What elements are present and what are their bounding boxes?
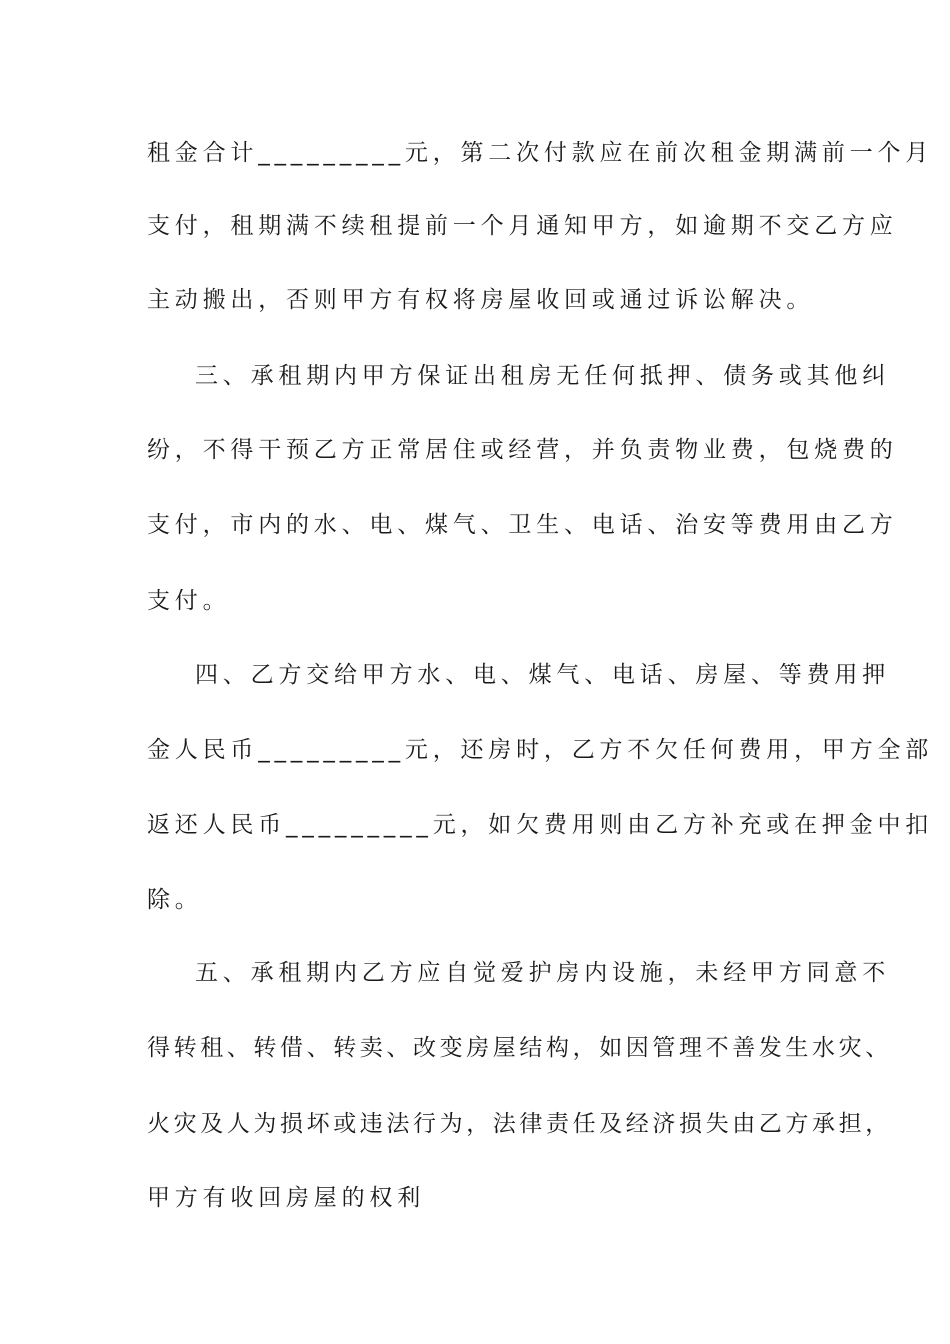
- text-line: 纷，不得干预乙方正常居住或经营，并负责物业费，包烧费的: [147, 437, 898, 463]
- text-line: 租金合计_________元，第二次付款应在前次租金期满前一个月: [147, 140, 934, 166]
- text-line: 返还人民币_________元，如欠费用则由乙方补充或在押金中扣: [147, 812, 934, 838]
- clause-five-heading-line: 五、承租期内乙方应自觉爱护房内设施，未经甲方同意不: [195, 960, 890, 986]
- clause-three-heading-line: 三、承租期内甲方保证出租房无任何抵押、债务或其他纠: [195, 363, 890, 389]
- text-line: 甲方有收回房屋的权利: [147, 1185, 425, 1211]
- text-line: 除。: [147, 887, 203, 913]
- text-line: 支付，租期满不续租提前一个月通知甲方，如逾期不交乙方应: [147, 213, 898, 239]
- text-line: 支付，市内的水、电、煤气、卫生、电话、治安等费用由乙方: [147, 512, 898, 538]
- text-line: 火灾及人为损坏或违法行为，法律责任及经济损失由乙方承担，: [147, 1111, 892, 1137]
- text-line: 主动搬出，否则甲方有权将房屋收回或通过诉讼解决。: [147, 287, 815, 313]
- text-line: 金人民币_________元，还房时，乙方不欠任何费用，甲方全部: [147, 737, 934, 763]
- clause-four-heading-line: 四、乙方交给甲方水、电、煤气、电话、房屋、等费用押: [195, 662, 890, 688]
- text-line: 得转租、转借、转卖、改变房屋结构，如因管理不善发生水灾、: [147, 1035, 892, 1061]
- text-line: 支付。: [147, 588, 231, 614]
